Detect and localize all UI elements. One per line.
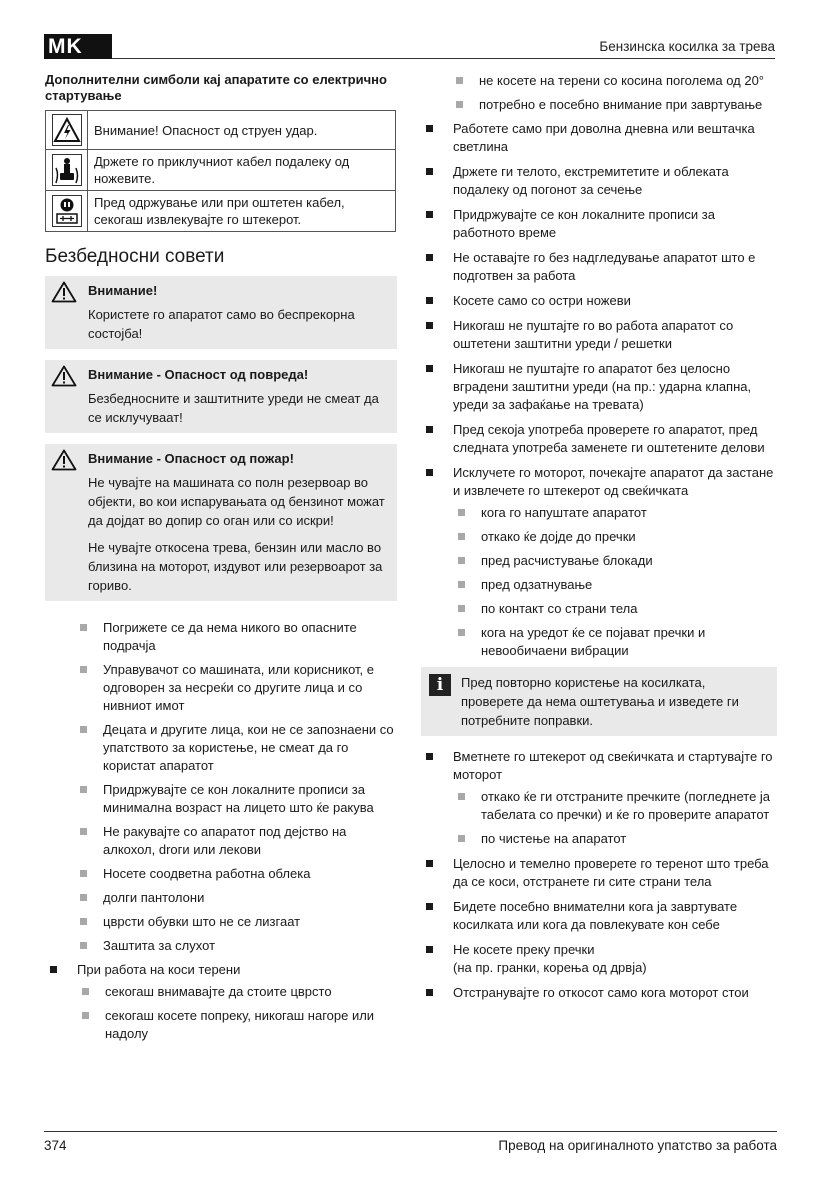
header-divider bbox=[112, 58, 775, 59]
list-item: Бидете посебно внимателни кога ја завртувате косилката или кога да повлекувате кон себе bbox=[421, 898, 777, 934]
list-item bbox=[421, 748, 777, 848]
list-item: Не ракувајте со апаратот под дејство на алкохол, droги или лекови bbox=[45, 823, 397, 859]
language-badge: MK bbox=[44, 34, 112, 59]
symbol-row bbox=[46, 111, 396, 150]
safety-list bbox=[45, 619, 397, 955]
warning-title: Внимание - Опасност од повреда! bbox=[88, 367, 309, 382]
sub-list bbox=[453, 504, 777, 660]
list-item: Заштита за слухот bbox=[45, 937, 397, 955]
section-title: Безбедносни совети bbox=[45, 246, 225, 267]
list-item: Погрижете се да нема никого во опасните подрачја bbox=[45, 619, 397, 655]
list-item: Никогаш не пуштајте го апаратот без целосно вградени заштитни уреди (на пр.: ударна клапна, уреди за зафаќање на тревата) bbox=[421, 360, 777, 414]
list-item: Не косете преку пречки (на пр. гранки, корења од дрвја) bbox=[421, 941, 777, 977]
warning-triangle-icon bbox=[51, 365, 77, 387]
list-item: Работете само при доволна дневна или вештачка светлина bbox=[421, 120, 777, 156]
list-item-label: Вметнете го штекерот од свеќичката и стартувајте го моторот bbox=[453, 749, 773, 782]
list-item: пред одзатнување bbox=[453, 576, 777, 594]
list-item: Пред секоја употреба проверете го апаратот, пред следната употреба заменете ги оштетените делови bbox=[421, 421, 777, 457]
warning-box bbox=[45, 360, 397, 433]
list-item: Носете соодветна работна облека bbox=[45, 865, 397, 883]
warning-box bbox=[45, 444, 397, 601]
warning-triangle-icon bbox=[51, 449, 77, 471]
list-item: Децата и другите лица, кои не се запознаени со упатството за користење, не смеат да го користат апаратот bbox=[45, 721, 397, 775]
sub-list bbox=[453, 788, 777, 848]
list-item: Косете само со остри ножеви bbox=[421, 292, 777, 310]
symbols-heading: Дополнителни симболи кај апаратите со електрично стартување bbox=[45, 72, 387, 103]
list-item: пред расчистување блокади bbox=[453, 552, 777, 570]
list-item-label: При работа на коси терени bbox=[77, 962, 241, 977]
electric-shock-warning-icon bbox=[52, 114, 82, 146]
list-item: долги пантолони bbox=[45, 889, 397, 907]
warning-paragraph: Користете го апаратот само во беспрекорна состојба! bbox=[88, 307, 355, 341]
symbol-row bbox=[46, 191, 396, 232]
warning-text bbox=[88, 389, 389, 427]
list-item: Отстранувајте го откосот само кога моторот стои bbox=[421, 984, 777, 1002]
list-item: по чистење на апаратот bbox=[453, 830, 777, 848]
list-item: Придржувајте се кон локалните прописи за минимална возраст на лицето што ќе ракува bbox=[45, 781, 397, 817]
list-item: потребно е посебно внимание при завртување bbox=[421, 96, 777, 114]
symbol-text: Внимание! Опасност од струен удар. bbox=[88, 111, 396, 150]
info-note bbox=[421, 667, 777, 736]
warning-paragraph: Безбедносните и заштитните уреди не смеат да се исклучуваат! bbox=[88, 391, 379, 425]
warning-title: Внимание! bbox=[88, 283, 158, 298]
safety-list bbox=[45, 961, 397, 1043]
list-item-label: Исклучете го моторот, почекајте апаратот да застане и извлечете го штекерот од свеќичката bbox=[453, 465, 774, 498]
warning-box bbox=[45, 276, 397, 349]
warning-paragraph: Не чувајте на машината со полн резервоар во објекти, во кои испарувањата од бензинот можат да дојдат во допир со оган или со искри! bbox=[88, 475, 385, 528]
footer-divider bbox=[44, 1131, 777, 1132]
list-item: по контакт со страни тела bbox=[453, 600, 777, 618]
list-item: откако ќе ги отстраните пречките (погледнете ја табелата со пречки) и ќе го проверите апаратот bbox=[453, 788, 777, 824]
list-item: откако ќе дојде до пречки bbox=[453, 528, 777, 546]
sub-list bbox=[421, 72, 777, 114]
sub-list bbox=[77, 983, 397, 1043]
list-item: Управувачот со машината, или корисникот, е одговорен за несреќи со другите лица и со нивниот имот bbox=[45, 661, 397, 715]
list-item: Никогаш не пуштајте го во работа апаратот со оштетени заштитни уреди / решетки bbox=[421, 317, 777, 353]
list-item bbox=[45, 961, 397, 1043]
warning-text bbox=[88, 305, 389, 343]
document-title: Бензинска косилка за трева bbox=[599, 39, 775, 54]
list-item: Придржувајте се кон локалните прописи за работното време bbox=[421, 206, 777, 242]
list-item: секогаш внимавајте да стоите цврсто bbox=[77, 983, 397, 1001]
list-item: секогаш косете попреку, никогаш нагоре или надолу bbox=[77, 1007, 397, 1043]
warning-title: Внимание - Опасност од пожар! bbox=[88, 451, 294, 466]
info-icon: i bbox=[429, 674, 451, 696]
warning-text bbox=[88, 473, 389, 595]
info-text: Пред повторно користење на косилката, проверете да нема оштетувања и изведете ги потребните поправки. bbox=[461, 675, 739, 728]
list-item: Држете ги телото, екстремитетите и облеката подалеку од погонот за сечење bbox=[421, 163, 777, 199]
list-item: Не оставајте го без надгледување апаратот што е подготвен за работа bbox=[421, 249, 777, 285]
left-column bbox=[45, 72, 397, 1050]
warning-triangle-icon bbox=[51, 281, 77, 303]
symbol-text: Држете го приклучниот кабел подалеку од ножевите. bbox=[88, 150, 396, 191]
safety-list bbox=[421, 120, 777, 660]
right-column bbox=[421, 72, 777, 1009]
list-item: не косете на терени со косина поголема од 20° bbox=[421, 72, 777, 90]
symbol-row bbox=[46, 150, 396, 191]
list-item: кога на уредот ќе се појават пречки и невообичаени вибрации bbox=[453, 624, 777, 660]
list-item: кога го напуштате апаратот bbox=[453, 504, 777, 522]
unplug-before-maintenance-icon bbox=[52, 195, 82, 227]
footer-note: Превод на оригиналното упатство за работа bbox=[498, 1138, 777, 1153]
list-item: Целосно и темелно проверете го теренот што треба да се коси, отстранете ги сите страни тела bbox=[421, 855, 777, 891]
warning-paragraph: Не чувајте откосена трева, бензин или масло во близина на моторот, издувот или резервоарот за гориво. bbox=[88, 540, 383, 593]
page-number: 374 bbox=[44, 1138, 67, 1153]
symbols-table bbox=[45, 110, 396, 232]
list-item bbox=[421, 464, 777, 660]
safety-list bbox=[421, 748, 777, 1002]
keep-cable-away-from-blades-icon bbox=[52, 154, 82, 186]
list-item: цврсти обувки што не се лизгаат bbox=[45, 913, 397, 931]
symbol-text: Пред одржување или при оштетен кабел, секогаш извлекувајте го штекерот. bbox=[88, 191, 396, 232]
